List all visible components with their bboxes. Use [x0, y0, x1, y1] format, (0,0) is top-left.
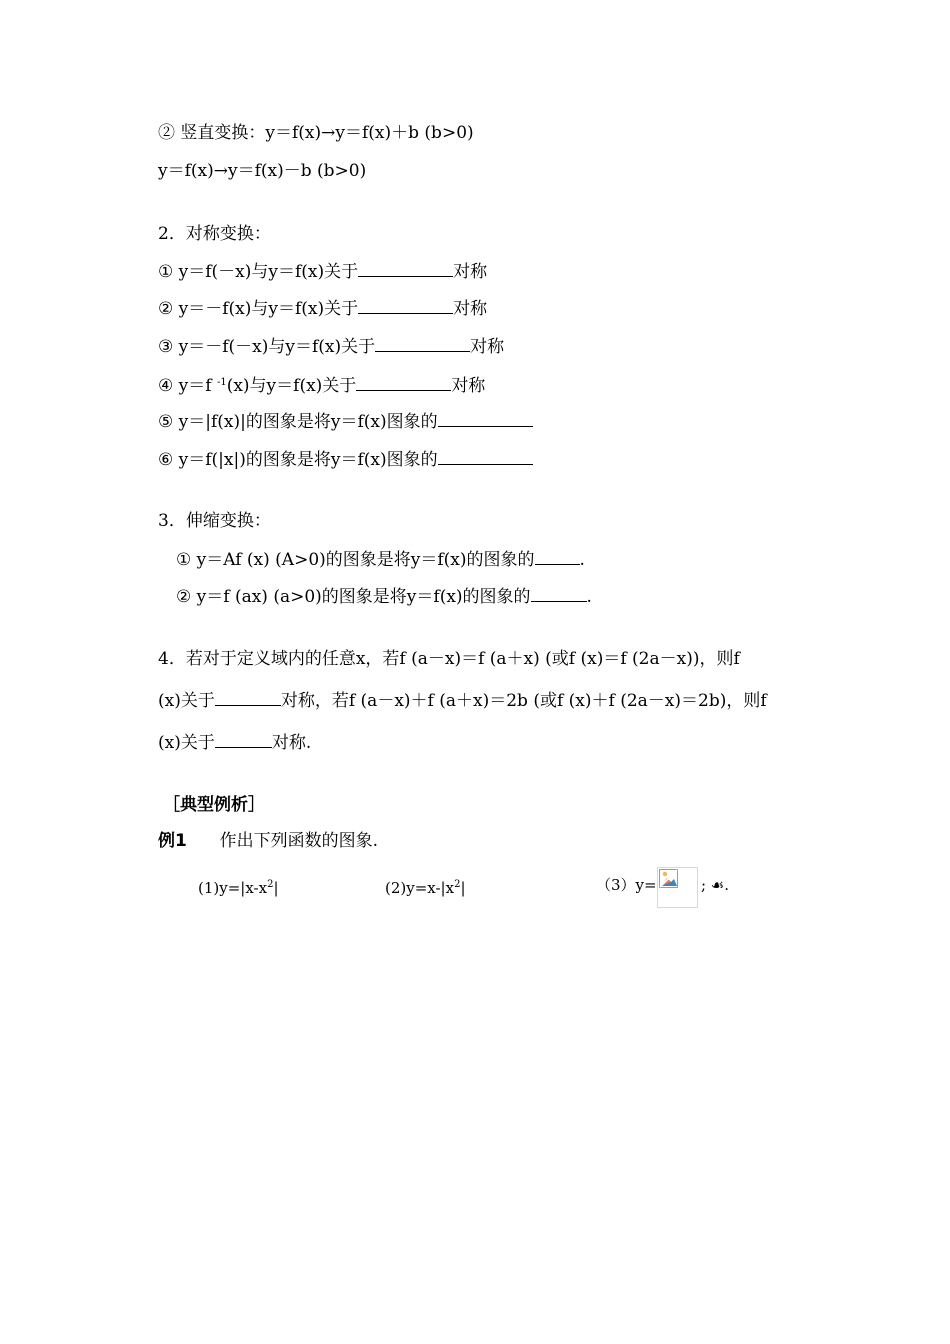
symmetry-item-5 — [158, 410, 533, 433]
symmetry-condition-line-2 — [158, 689, 767, 712]
function-2-close: | — [460, 879, 466, 897]
function-3-text: （3）y= — [596, 876, 657, 894]
function-2 — [385, 874, 466, 899]
symmetry-item-6 — [158, 448, 533, 471]
symmetry-item-1 — [158, 260, 487, 283]
symmetry-item-3 — [158, 335, 504, 358]
fill-blank — [438, 448, 533, 465]
fill-blank — [215, 731, 272, 748]
function-1 — [198, 874, 279, 899]
symmetry-item-4 — [158, 372, 485, 397]
scaling-item-2-post: . — [586, 587, 592, 607]
function-1-close: | — [273, 879, 279, 897]
symmetry-title — [158, 223, 271, 245]
symmetry-item-1-text: ① y＝f(－x)与y＝f(x)关于 — [158, 262, 359, 282]
scaling-item-1 — [176, 548, 585, 571]
symmetry-condition-line-3 — [158, 731, 311, 754]
scaling-item-1-text: ① y＝Af (x) (A>0)的图象是将y＝f(x)的图象的 — [176, 550, 535, 570]
symmetry-condition-text-3a: (x)关于 — [158, 733, 215, 753]
function-3-tail — [701, 874, 729, 896]
broken-image-icon — [657, 867, 698, 908]
example-1-line — [158, 830, 378, 852]
symmetry-item-6-text: ⑥ y＝f(|x|)的图象是将y＝f(x)图象的 — [158, 450, 438, 470]
fill-blank — [215, 689, 281, 706]
symmetry-title-text: 2．对称变换： — [158, 224, 271, 244]
fill-blank — [535, 548, 580, 565]
symmetry-condition-text-1: 4．若对于定义域内的任意x，若f (a－x)＝f (a＋x) (或f (x)＝f (2a－x))，则f — [158, 649, 740, 669]
function-2-exponent: 2 — [454, 879, 461, 890]
symmetry-item-5-text: ⑤ y＝|f(x)|的图象是将y＝f(x)图象的 — [158, 412, 438, 432]
fill-blank — [375, 335, 470, 352]
symmetry-item-4-text-b: (x)与y＝f(x)关于 — [226, 376, 357, 396]
example-1-label: 例1 — [158, 831, 187, 851]
ornament-glyph: ☙. — [710, 876, 730, 894]
examples-heading-text: ［典型例析］ — [163, 795, 265, 815]
symmetry-item-3-post: 对称 — [470, 337, 505, 357]
symmetry-item-2 — [158, 297, 487, 320]
symmetry-item-2-text: ② y＝－f(x)与y＝f(x)关于 — [158, 299, 359, 319]
function-3 — [596, 874, 657, 896]
symmetry-item-4-post: 对称 — [451, 376, 486, 396]
symmetry-item-3-text: ③ y＝－f(－x)与y＝f(x)关于 — [158, 337, 376, 357]
example-1-text: 作出下列函数的图象. — [219, 831, 379, 851]
scaling-item-2-text: ② y＝f (ax) (a>0)的图象是将y＝f(x)的图象的 — [176, 587, 531, 607]
vertical-transform-text-2: y＝f(x)→y＝f(x)－b (b>0) — [158, 161, 367, 181]
symmetry-condition-text-2b: 对称，若f (a－x)＋f (a＋x)＝2b (或f (x)＋f (2a－x)＝2b)，则f — [280, 691, 767, 711]
function-1-text: (1)y=|x-x — [198, 879, 268, 897]
symmetry-item-4-text-a: ④ y＝f — [158, 376, 217, 396]
symmetry-item-2-post: 对称 — [453, 299, 488, 319]
fill-blank — [358, 297, 453, 314]
vertical-transform-text-1: ② 竖直变换：y＝f(x)→y＝f(x)＋b (b>0) — [158, 123, 474, 143]
inverse-superscript: -1 — [216, 377, 227, 388]
vertical-transform-line-1 — [158, 122, 474, 144]
vertical-transform-line-2 — [158, 160, 366, 182]
symmetry-condition-line-1 — [158, 648, 740, 670]
function-1-exponent: 2 — [267, 879, 274, 890]
symmetry-item-1-post: 对称 — [453, 262, 488, 282]
scaling-item-1-post: . — [579, 550, 585, 570]
fill-blank — [358, 260, 453, 277]
fill-blank — [531, 585, 587, 602]
scaling-title-text: 3．伸缩变换： — [158, 511, 271, 531]
fill-blank — [356, 374, 451, 391]
examples-heading — [163, 794, 265, 816]
symmetry-condition-text-3b: 对称. — [271, 733, 312, 753]
symmetry-condition-text-2a: (x)关于 — [158, 691, 215, 711]
function-2-text: (2)y=x-|x — [385, 879, 455, 897]
scaling-item-2 — [176, 585, 592, 608]
scaling-title — [158, 510, 271, 532]
function-3-semicolon: ; — [701, 876, 707, 894]
fill-blank — [438, 410, 533, 427]
